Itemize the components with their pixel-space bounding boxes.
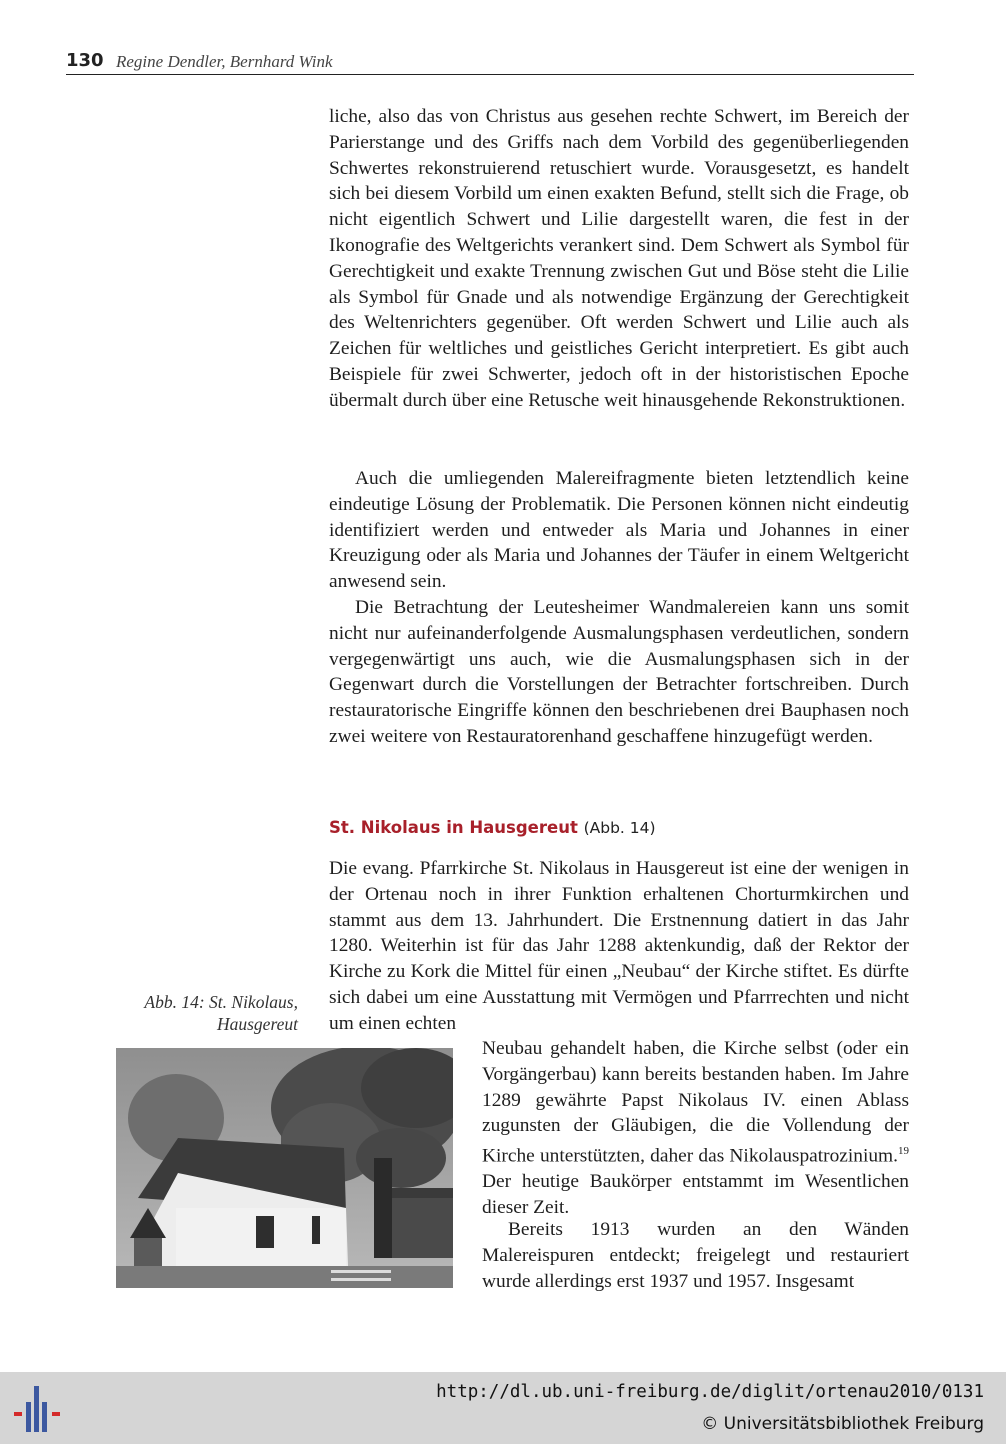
- paragraph-5-text: Neubau gehandelt haben, die Kirche selbst (oder ein Vorgängerbau) kann bereits bestanden haben. Im Jahre 1289 gewährte Papst Nikolaus IV. einen Ablass zugunsten der Gläubigen, die die Vollendung der Kirche unterstützten, daher das Nikolauspatrozinium.: [482, 1038, 909, 1167]
- running-header: [66, 50, 914, 75]
- paragraph-4: Die evang. Pfarrkirche St. Nikolaus in Hausgereut ist eine der wenigen in der Ortenau noch in ihrer Funktion erhaltenen Chorturmkirchen und stammt aus dem 13. Jahrhundert. Die Erstnennung datiert in das Jahr 1280. Weiterhin ist für das Jahr 1288 aktenkundig, daß der Rektor der Kirche zu Kork die Mittel für einen „Neubau“ der Kirche stiftet. Es dürfte sich dabei um eine Ausstattung mit Vermögen und Pfarrrechten und nicht um einen echten: [329, 858, 909, 1034]
- paragraph-5-end: Der heutige Baukörper entstammt im Wesentlichen dieser Zeit.: [482, 1171, 909, 1219]
- church-photo: [116, 1048, 453, 1288]
- page-number: 130: [66, 50, 104, 71]
- paragraph-1: liche, also das von Christus aus gesehen rechte Schwert, im Bereich der Parierstange und des Griffs nach dem Vorbild des gegenüberliegenden Schwertes rekonstruierend retuschiert wurde. Vorausgesetzt, es handelt sich bei diesem Vorbild um einen exakten Befund, stellt sich die Frage, ob nicht eigentlich Schwert und Lilie dargestellt waren, die fest in der Ikonografie des Weltgerichts verankert sind. Dem Schwert als Symbol für Gerechtigkeit und exakte Trennung zwischen Gut und Böse steht die Lilie als Symbol für Gnade und als notwendige Ergänzung der Gerechtigkeit des Weltenrichters gegenüber. Oft werden Schwert und Lilie auch als Zeichen für weltliches und geistliches Gericht interpretiert. Es gibt auch Beispiele für zwei Schwerter, jedoch oft in der historistischen Epoche übermalt durch über eine Retusche weit hinausgehende Rekonstruktionen.: [329, 106, 909, 411]
- paragraph-2: Auch die umliegenden Malereifragmente bieten letztendlich keine eindeutige Lösung der Problematik. Die Personen können nicht eindeutig identifiziert werden und entweder als Maria und Johannes in einer Kreuzigung oder als Maria und Johannes der Täufer in einem Weltgericht anwesend sein.: [329, 468, 909, 593]
- figure-caption-line-2: Hausgereut: [216, 1014, 298, 1034]
- running-header-authors: Regine Dendler, Bernhard Wink: [116, 52, 333, 71]
- section-heading: [329, 818, 656, 837]
- copyright-notice: © Universitätsbibliothek Freiburg: [701, 1414, 984, 1434]
- section-figure-reference: (Abb. 14): [583, 819, 656, 837]
- figure-caption: [110, 991, 298, 1035]
- library-logo: [14, 1386, 62, 1432]
- section-title: St. Nikolaus in Hausgereut: [329, 818, 578, 837]
- figure-caption-line-1: Abb. 14: St. Nikolaus,: [144, 992, 298, 1012]
- paragraph-6: Bereits 1913 wurden an den Wänden Malereispuren entdeckt; freigelegt und restauriert wurde allerdings erst 1937 und 1957. Insgesamt: [482, 1219, 909, 1292]
- paragraph-3: Die Betrachtung der Leutesheimer Wandmalereien kann uns somit nicht nur aufeinanderfolgende Ausmalungsphasen verdeutlichen, sondern vergegenwärtigt uns auch, wie die Ausmalungsphasen sich in der Gegenwart durch die Vorstellungen der Betrachter fortschreiben. Durch restauratorische Eingriffe können den beschriebenen drei Bauphasen noch zwei weitere von Restauratorenhand geschaffene hinzugefügt werden.: [329, 597, 909, 747]
- footer-bar: [0, 1372, 1006, 1444]
- paragraph-5: [482, 1036, 909, 1221]
- source-url[interactable]: http://dl.ub.uni-freiburg.de/diglit/ortenau2010/0131: [436, 1382, 984, 1402]
- footnote-marker[interactable]: 19: [898, 1145, 909, 1158]
